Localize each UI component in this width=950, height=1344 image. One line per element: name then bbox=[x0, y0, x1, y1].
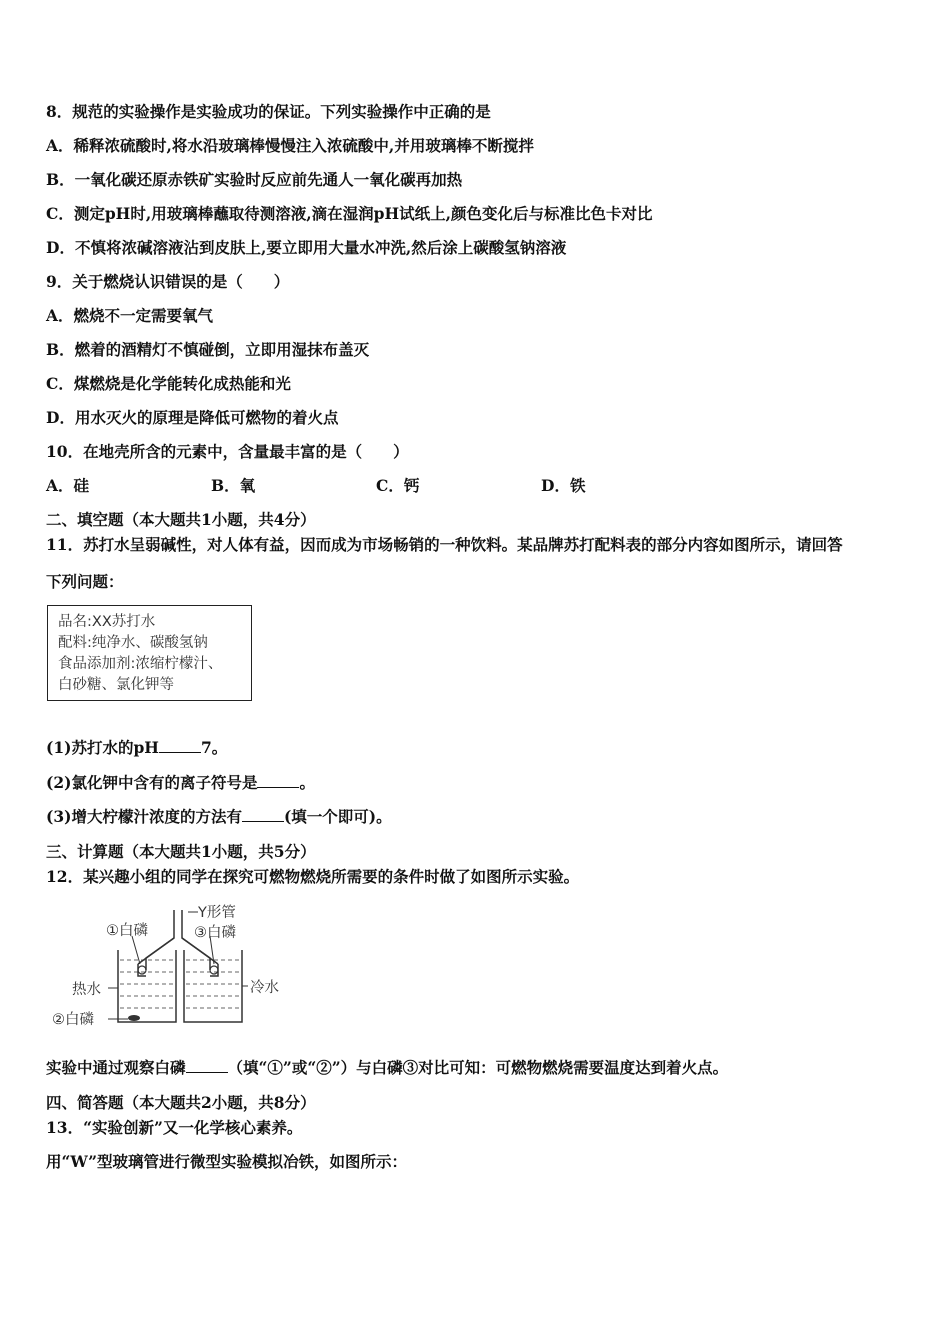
q10-stem: 10．在地壳所含的元素中，含量最丰富的是（ ） bbox=[46, 442, 409, 461]
white-phosphorus-3 bbox=[210, 966, 218, 974]
q11-part1-text: (1)苏打水的pH bbox=[46, 738, 159, 757]
phosphorus-1-label: ①白磷 bbox=[106, 923, 148, 939]
answer-blank bbox=[257, 773, 299, 788]
white-phosphorus-1 bbox=[138, 966, 146, 974]
q8-option-c: C．测定pH时,用玻璃棒蘸取待测溶液,滴在湿润pH试纸上,颜色变化后与标准比色卡对比 bbox=[46, 204, 653, 223]
section-heading-calculation: 三、计算题（本大题共1小题，共5分） bbox=[46, 842, 316, 861]
q8-option-d: D．不慎将浓碱溶液沾到皮肤上,要立即用大量水冲洗,然后涂上碳酸氢钠溶液 bbox=[46, 238, 567, 257]
q11-stem-line2: 下列问题： bbox=[46, 572, 124, 591]
cold-water-label: 冷水 bbox=[250, 980, 279, 996]
label-line-4: 白砂糖、氯化钾等 bbox=[58, 677, 174, 693]
answer-blank bbox=[159, 738, 201, 753]
section-heading-short-answer: 四、简答题（本大题共2小题，共8分） bbox=[46, 1093, 316, 1112]
hot-water-beaker bbox=[118, 950, 176, 1022]
q11-part2-tail: 。 bbox=[299, 773, 315, 792]
answer-blank bbox=[242, 807, 284, 822]
q9-option-a: A．燃烧不一定需要氧气 bbox=[46, 306, 214, 325]
q10-option-b: B．氧 bbox=[211, 476, 256, 495]
section-heading-fill-in: 二、填空题（本大题共1小题，共4分） bbox=[46, 510, 316, 529]
label-line-3: 食品添加剂:浓缩柠檬汁、 bbox=[58, 656, 223, 672]
combustion-experiment-diagram bbox=[52, 898, 302, 1033]
q9-option-b: B．燃着的酒精灯不慎碰倒，立即用湿抹布盖灭 bbox=[46, 340, 370, 359]
phosphorus-3-label: ③白磷 bbox=[194, 925, 236, 941]
q12-conclusion bbox=[46, 1058, 728, 1078]
q11-part3-text: (3)增大柠檬汁浓度的方法有 bbox=[46, 807, 242, 826]
q13-line2: 用“W”型玻璃管进行微型实验模拟冶铁，如图所示： bbox=[46, 1152, 408, 1171]
q9-stem: 9．关于燃烧认识错误的是（ ） bbox=[46, 272, 290, 291]
q10-option-a: A．硅 bbox=[46, 476, 90, 495]
q9-option-d: D．用水灭火的原理是降低可燃物的着火点 bbox=[46, 408, 339, 427]
q10-option-d: D．铁 bbox=[541, 476, 586, 495]
q11-part2 bbox=[46, 773, 315, 793]
q12-conclusion-text: 实验中通过观察白磷 bbox=[46, 1058, 186, 1077]
q11-part2-text: (2)氯化钾中含有的离子符号是 bbox=[46, 773, 258, 792]
q11-part3 bbox=[46, 807, 392, 827]
q11-part1-tail: 7。 bbox=[200, 738, 228, 757]
label-line-1: 品名:XX苏打水 bbox=[58, 614, 156, 630]
q8-option-a: A．稀释浓硫酸时,将水沿玻璃棒慢慢注入浓硫酸中,并用玻璃棒不断搅拌 bbox=[46, 136, 534, 155]
phosphorus-2-label: ②白磷 bbox=[52, 1012, 94, 1028]
q8-option-b: B．一氧化碳还原赤铁矿实验时反应前先通人一氧化碳再加热 bbox=[46, 170, 463, 189]
q9-option-c: C．煤燃烧是化学能转化成热能和光 bbox=[46, 374, 291, 393]
q8-stem: 8．规范的实验操作是实验成功的保证。下列实验操作中正确的是 bbox=[46, 102, 491, 121]
cold-water-lines bbox=[186, 960, 240, 1008]
answer-blank bbox=[186, 1058, 228, 1073]
label-line-2: 配料:纯净水、碳酸氢钠 bbox=[58, 635, 208, 651]
q13-stem: 13．“实验创新”又一化学核心素养。 bbox=[46, 1118, 303, 1137]
q11-stem-line1: 11．苏打水呈弱碱性，对人体有益，因而成为市场畅销的一种饮料。某品牌苏打配料表的部分内容如图所示，请回答 bbox=[46, 535, 843, 554]
ingredient-label-figure bbox=[47, 605, 252, 701]
hot-water-label: 热水 bbox=[72, 982, 101, 998]
hot-water-lines bbox=[120, 960, 174, 1008]
y-tube-label: Y形管 bbox=[198, 905, 236, 921]
q10-option-c: C．钙 bbox=[376, 476, 420, 495]
q12-stem: 12．某兴趣小组的同学在探究可燃物燃烧所需要的条件时做了如图所示实验。 bbox=[46, 867, 580, 886]
q12-conclusion-tail: （填“①”或“②”）与白磷③对比可知：可燃物燃烧需要温度达到着火点。 bbox=[227, 1058, 729, 1077]
q11-part1 bbox=[46, 738, 227, 758]
white-phosphorus-2 bbox=[128, 1015, 140, 1021]
q11-part3-tail: (填一个即可)。 bbox=[283, 807, 392, 826]
